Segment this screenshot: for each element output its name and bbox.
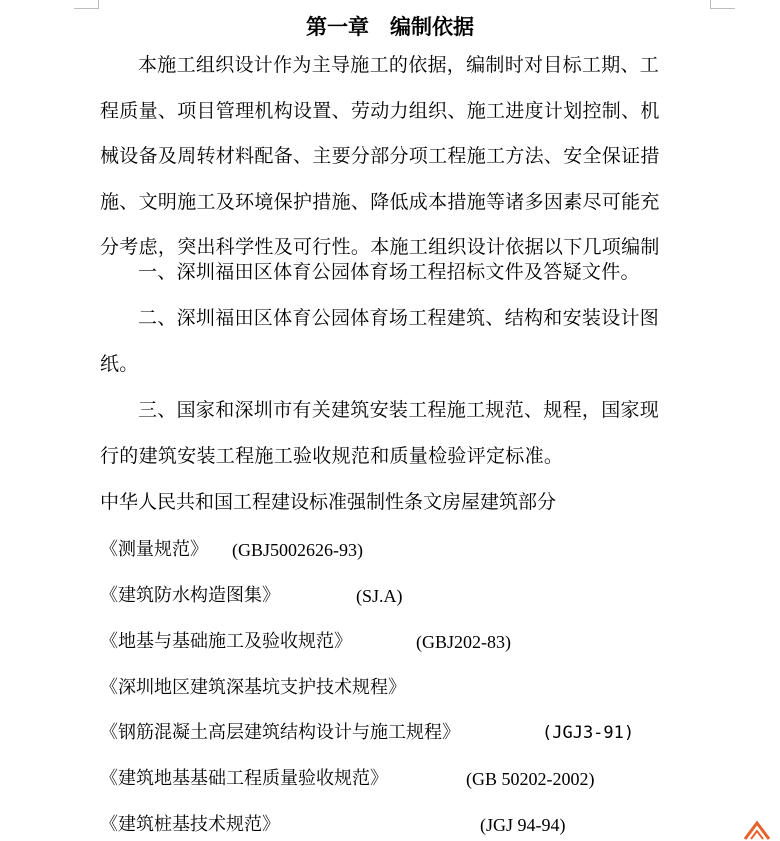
reference-code: (GBJ5002626-93) bbox=[232, 540, 363, 560]
page-margin-mark-left bbox=[74, 0, 99, 9]
reference-title: 《建筑桩基技术规范》 bbox=[100, 814, 280, 835]
reference-item bbox=[100, 810, 740, 840]
basis-line: 纸。 bbox=[100, 352, 139, 375]
basis-item-2 bbox=[100, 304, 700, 395]
reference-item bbox=[100, 581, 740, 611]
basis-item-1 bbox=[100, 258, 700, 287]
basis-line: 一、深圳福田区体育公园体育场工程招标文件及答疑文件。 bbox=[138, 261, 640, 283]
reference-title: 《钢筋混凝土高层建筑结构设计与施工规程》 bbox=[100, 722, 460, 743]
reference-code: (JGJ3-91) bbox=[542, 723, 635, 743]
reference-code: (SJ.A) bbox=[356, 586, 403, 606]
intro-line: 分考虑，突出科学性及可行性。本施工组织设计依据以下几项编制 bbox=[100, 236, 660, 258]
basis-item-3 bbox=[100, 396, 700, 487]
reference-item bbox=[100, 535, 740, 565]
reference-code: (GB 50202-2002) bbox=[466, 769, 595, 789]
basis-line: 三、国家和深圳市有关建筑安装工程施工规范、规程，国家现 bbox=[138, 399, 660, 421]
intro-paragraph bbox=[100, 51, 700, 279]
intro-line: 械设备及周转材料配备、主要分部分项工程施工方法、安全保证措 bbox=[100, 145, 660, 167]
reference-item bbox=[100, 673, 740, 703]
reference-title: 《地基与基础施工及验收规范》 bbox=[100, 631, 352, 652]
reference-code: (GBJ202-83) bbox=[416, 632, 511, 652]
basis-line: 二、深圳福田区体育公园体育场工程建筑、结构和安装设计图 bbox=[138, 307, 660, 329]
reference-title: 《深圳地区建筑深基坑支护技术规程》 bbox=[100, 677, 406, 698]
reference-item bbox=[100, 718, 740, 748]
intro-line: 本施工组织设计作为主导施工的依据，编制时对目标工期、工 bbox=[138, 54, 660, 76]
reference-item bbox=[100, 627, 740, 657]
reference-title: 《建筑地基基础工程质量验收规范》 bbox=[100, 768, 388, 789]
reference-item bbox=[100, 764, 740, 794]
reference-code: (JGJ 94-94) bbox=[480, 815, 566, 835]
basis-line: 行的建筑安装工程施工验收规范和质量检验评定标准。 bbox=[100, 444, 564, 467]
watermark-logo-icon bbox=[742, 820, 772, 841]
page-margin-mark-right bbox=[710, 0, 735, 9]
intro-line: 施、文明施工及环境保护措施、降低成本措施等诸多因素尽可能充 bbox=[100, 190, 660, 213]
reference-title: 《测量规范》 bbox=[100, 539, 208, 560]
intro-line: 程质量、项目管理机构设置、劳动力组织、施工进度计划控制、机 bbox=[100, 99, 660, 122]
reference-title: 《建筑防水构造图集》 bbox=[100, 585, 280, 606]
chapter-heading: 第一章 编制依据 bbox=[306, 14, 474, 39]
standard-intro-line: 中华人民共和国工程建设标准强制性条文房屋建筑部分 bbox=[100, 491, 557, 513]
